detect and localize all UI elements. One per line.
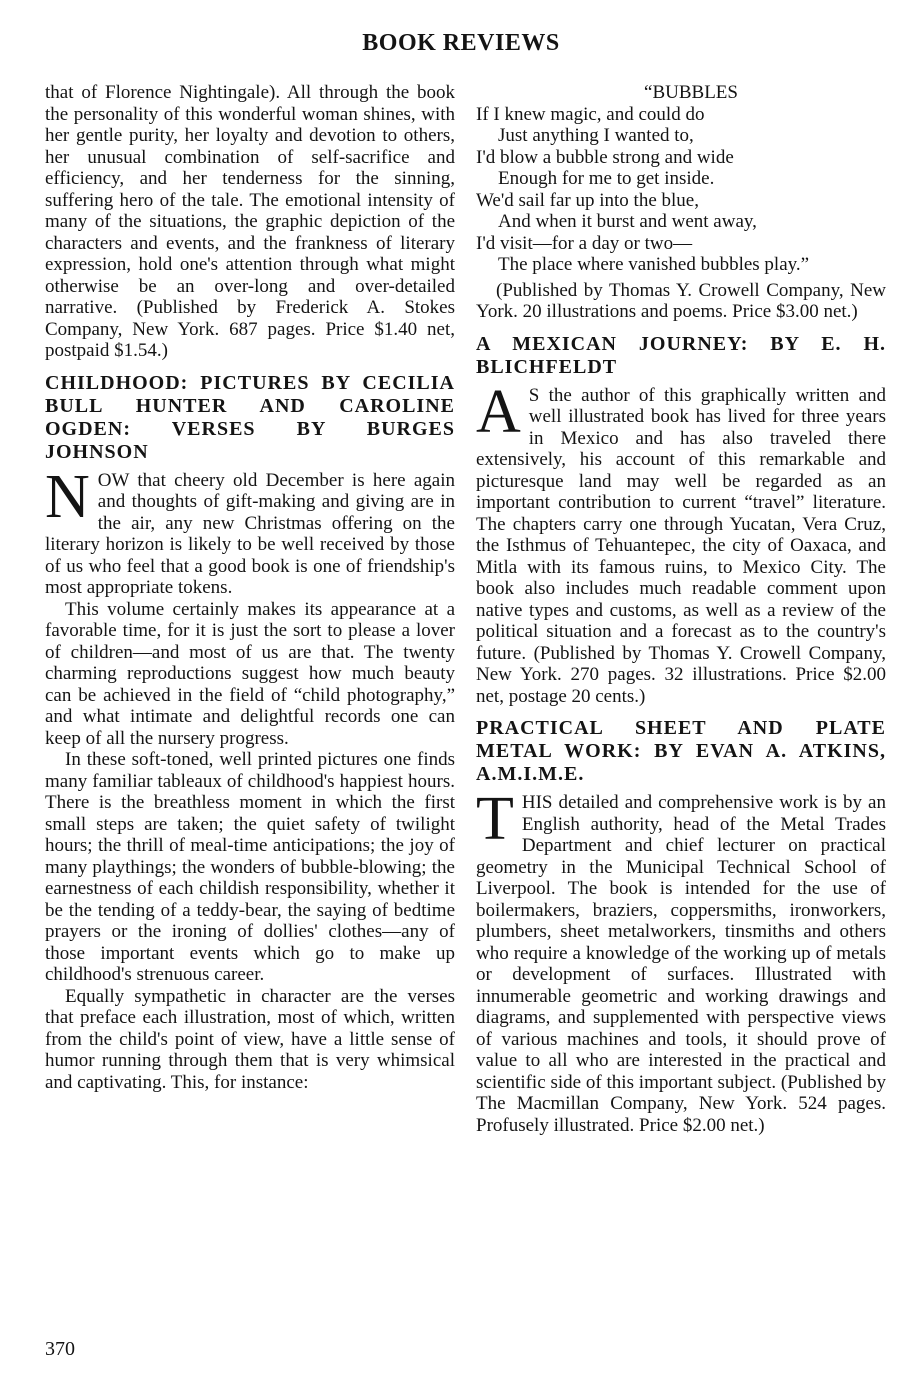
paragraph-text: S the author of this graphically written and well illustrated book has lived for three years in Mexico and has also traveled there extensively, his account of this remarkable and picturesque land may well be regarded as an important contribution to current “travel” literature. The chapters carry one through Yucatan, Vera Cruz, the Isthmus of Tehuantepec, the city of Oaxaca, and Mitla with its famous ruins, to Mexico City. The book also includes much readable comment upon native types and customs, as well as a review of the political situation and a forecast as to the country's future. (Published by Thomas Y. Crowell Company, New York. 270 pages. 32 illustrations. Price $2.00 net, postage 20 cents.) [476, 384, 886, 707]
review-paragraph [476, 785, 886, 1136]
review-heading-metal-work: PRACTICAL SHEET AND PLATE METAL WORK: BY EVAN A. ATKINS, A.M.I.M.E. [476, 717, 886, 785]
publication-info: (Published by Thomas Y. Crowell Company, New York. 20 illustrations and poems. Price $3.00 net.) [476, 279, 886, 322]
drop-cap: N [45, 462, 90, 531]
review-continuation: that of Florence Nightingale). All through the book the personality of this wonderful woman shines, with her gentle purity, her loyalty and devotion to others, her unusual combination of self-sacrifice and efficiency, and her tenderness for the sinning, suffering hero of the tale. The emotional intensity of many of the situations, the graphic depiction of the characters and events, and the frankness of literary expression, hold one's attention through what might otherwise be an over-long and over-detailed narrative. (Published by Frederick A. Stokes Company, New York. 687 pages. Price $1.40 net, postpaid $1.54.) [45, 82, 455, 361]
poem-line: I'd visit—for a day or two— [476, 232, 693, 254]
review-paragraph [476, 377, 886, 708]
review-paragraph [45, 462, 455, 599]
poem-title: “BUBBLES [644, 82, 738, 103]
poem-line: Enough for me to get inside. [498, 168, 715, 189]
review-heading-childhood: CHILDHOOD: PICTURES BY CECILIA BULL HUNTER AND CAROLINE OGDEN: VERSES BY BURGES JOHNSON [45, 371, 455, 463]
page-header: BOOK REVIEWS [362, 30, 560, 56]
drop-cap: T [476, 785, 514, 853]
right-column [476, 82, 886, 1136]
drop-cap: A [476, 377, 521, 446]
left-column [45, 82, 455, 1093]
paragraph-text: OW that cheery old December is here again and thoughts of gift-making and giving are in the air, any new Christmas offering on the literary horizon is likely to be well received by those of us who feel that a good book is one of friendship's most appropriate tokens. [45, 469, 455, 598]
paragraph-text: HIS detailed and comprehensive work is by an English authority, head of the Metal Trades Department and chief lecturer on practical geometry in the Municipal Technical School of Liverpool. The book is intended for the use of boilermakers, braziers, coppersmiths, ironworkers, plumbers, sheet metalworkers, tinsmiths and others who require a knowledge of the working up of metals or development of surfaces. Illustrated with innumerable geometric and working drawings and diagrams, and supplemented with perspective views of various machines and tools, it should prove of value to all who are interested in the practical and scientific side of this important subject. (Published by The Macmillan Company, New York. 524 pages. Profusely illustrated. Price $2.00 net.) [476, 792, 886, 1136]
review-paragraph: Equally sympathetic in character are the verses that preface each illustration, most of which, written from the child's point of view, have a little sense of humor running through them that is very whimsical and captivating. This, for instance: [45, 985, 455, 1093]
review-paragraph: In these soft-toned, well printed pictures one finds many familiar tableaux of childhood's happiest hours. There is the breathless moment in which the first small steps are taken; the quiet safety of twilight hours; the thrill of meal-time anticipations; the joy of many playthings; the wonders of bubble-blowing; the earnestness of each childish responsibility, whether it be the tending of a teddy-bear, the saying of bedtime prayers or the ironing of dollies' clothes—any of those important events which go to make up childhood's strenuous career. [45, 749, 455, 985]
poem [476, 104, 886, 276]
poem-line: And when it burst and went away, [498, 211, 757, 232]
poem-line: I'd blow a bubble strong and wide [476, 146, 734, 168]
poem-line: The place where vanished bubbles play.” [498, 254, 810, 275]
poem-line: Just anything I wanted to, [498, 125, 694, 146]
review-paragraph: This volume certainly makes its appearance at a favorable time, for it is just the sort to please a lover of children—and most of us are that. The twenty charming reproductions suggest how much beauty can be achieved in the field of “child photography,” and what intimate and delightful records one can keep of all the nursery progress. [45, 598, 455, 749]
page-number: 370 [45, 1338, 75, 1360]
poem-line: If I knew magic, and could do [476, 103, 705, 125]
review-heading-mexican-journey: A MEXICAN JOURNEY: BY E. H. BLICHFELDT [476, 332, 886, 378]
poem-line: We'd sail far up into the blue, [476, 189, 699, 211]
